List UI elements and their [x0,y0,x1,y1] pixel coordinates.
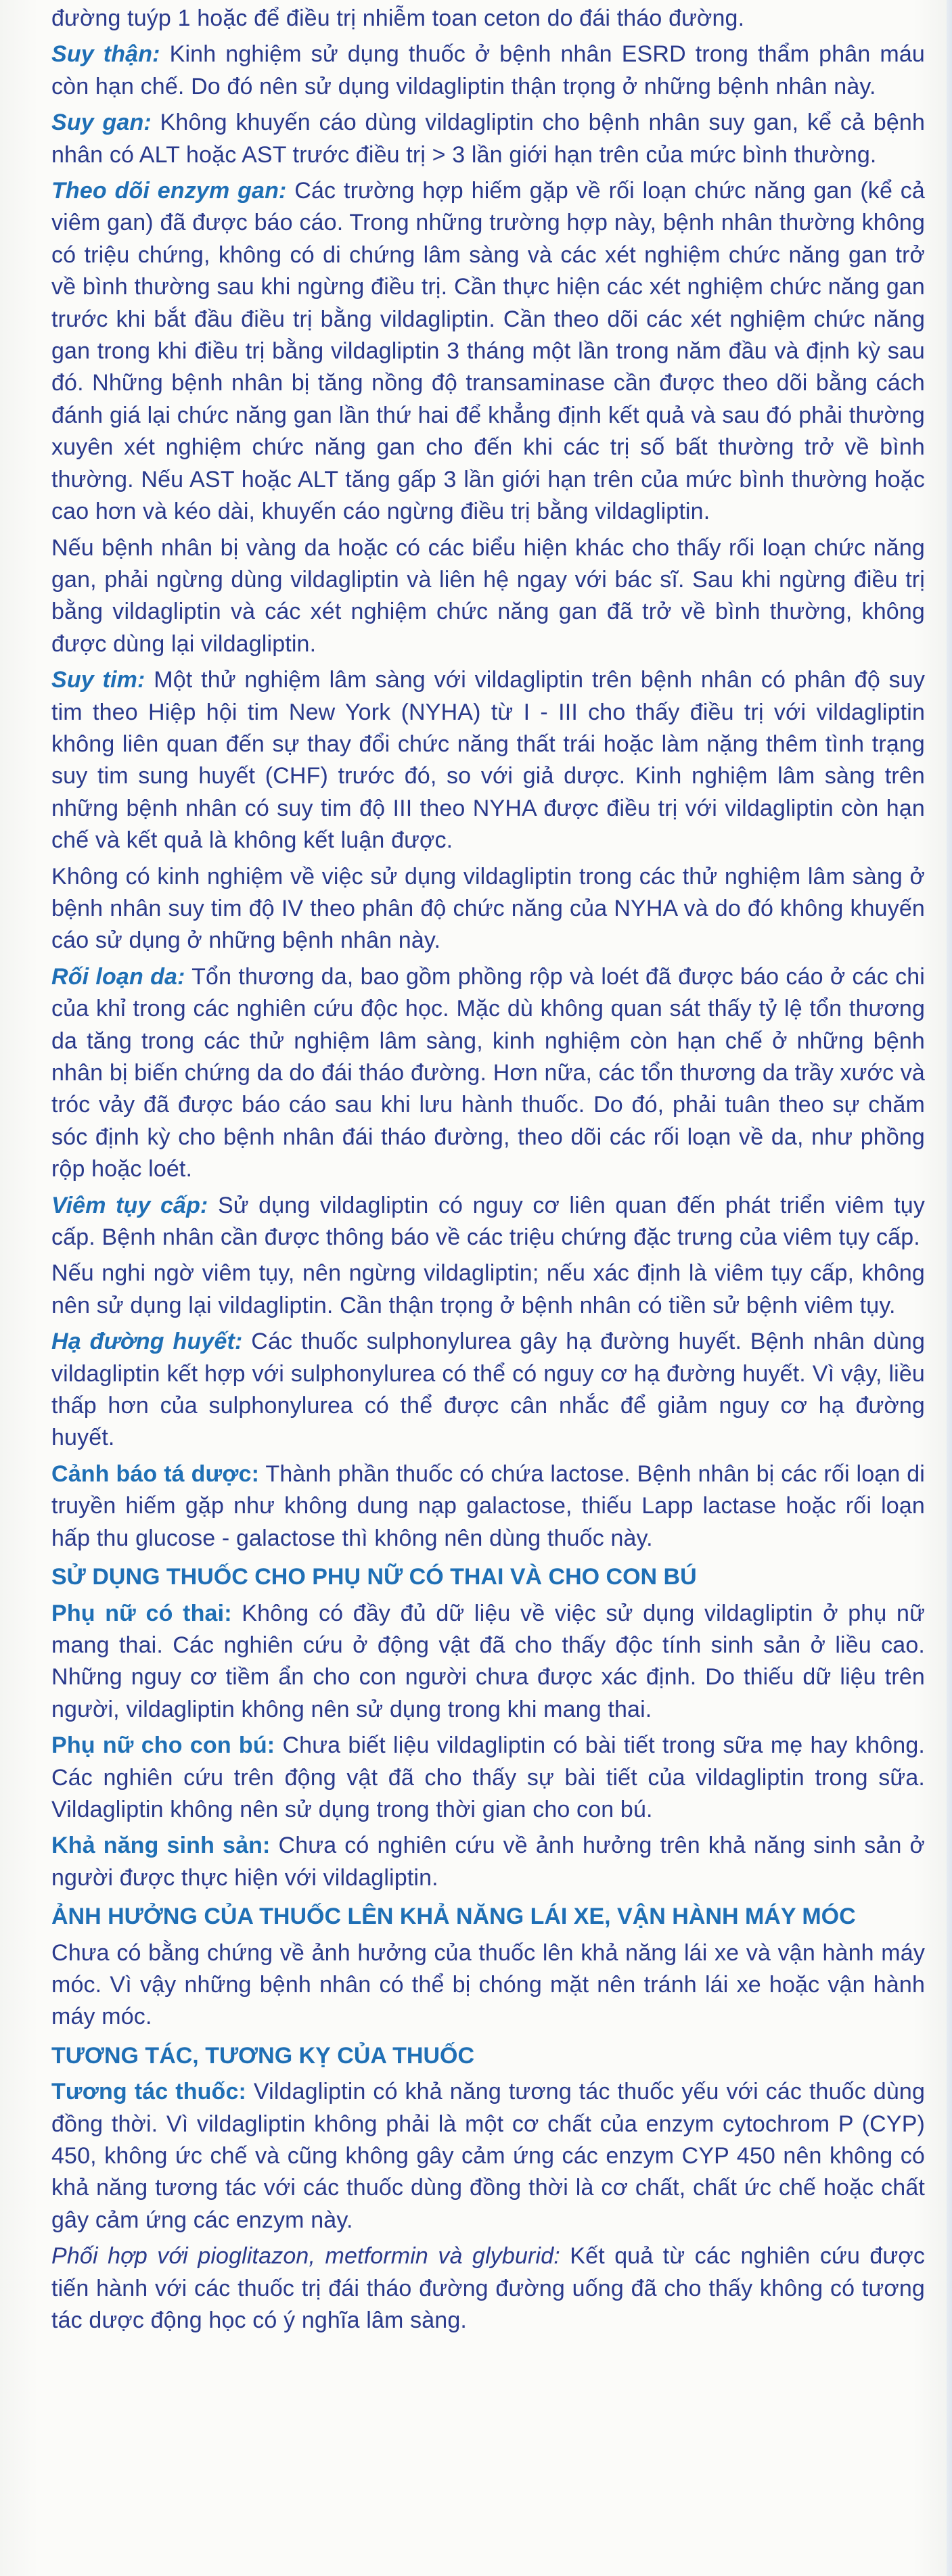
paragraph-heart-failure: Suy tim: Một thử nghiệm lâm sàng với vildagliptin trên bệnh nhân có phân độ suy tim theo Hiệp hội tim New York (NYHA) từ I - III cho thấy điều trị với vildagliptin không liên quan đến sự thay đổi chức năng thất trái hoặc làm nặng thêm tình trạng suy tim sung huyết (CHF) trước đó, so với giả dược. Kinh nghiệm lâm sàng trên những bệnh nhân có suy tim độ III theo NYHA được điều trị với vildagliptin còn hạn chế và kết quả là không kết luận được. [51,667,926,854]
paragraph-hypoglycemia: Hạ đường huyết: Các thuốc sulphonylurea gây hạ đường huyết. Bệnh nhân dùng vildagliptin kết hợp với sulphonylurea có thể có nguy cơ hạ đường huyết. Vì vậy, liều thấp hơn của sulphonylurea có thể được cân nhắc để giảm nguy cơ hạ đường huyết. [51,1329,925,1451]
heading-pregnancy-lactation: SỬ DỤNG THUỐC CHO PHỤ NỮ CÓ THAI VÀ CHO CON BÚ [51,1564,697,1590]
label-acute-pancreatitis: Viêm tụy cấp: [51,1192,208,1218]
paragraph-acute-pancreatitis: Viêm tụy cấp: Sử dụng vildagliptin có nguy cơ liên quan đến phát triển viêm tụy cấp. Bệnh nhân cần được thông báo về các triệu chứng đặc trưng của viêm tụy cấp. [51,1192,925,1251]
label-heart-failure: Suy tim: [51,667,145,693]
paragraph-contraindication-tail: đường tuýp 1 hoặc để điều trị nhiễm toan ceton do đái tháo đường. [51,5,745,31]
paragraph-kidney-failure: Suy thận: Kinh nghiệm sử dụng thuốc ở bệnh nhân ESRD trong thẩm phân máu còn hạn chế. Do đó nên sử dụng vildagliptin thận trọng ở những bệnh nhân này. [51,41,925,99]
label-combination: Phối hợp với pioglitazon, metformin và glyburid: [51,2243,560,2270]
paragraph-combination: Phối hợp với pioglitazon, metformin và glyburid: Kết quả từ các nghiên cứu được tiến hành với các thuốc trị đái tháo đường đường uống đã cho thấy không có tương tác dược động học có ý nghĩa lâm sàng. [51,2243,925,2334]
label-skin-disorders: Rối loạn da: [51,963,185,990]
label-kidney-failure: Suy thận: [51,41,160,68]
paragraph-excipient-warning: Cảnh báo tá dược: Thành phần thuốc có chứa lactose. Bệnh nhân bị các rối loạn di truyền hiếm gặp như không dung nạp galactose, thiếu Lapp lactase hoặc rối loạn hấp thu glucose - galactose thì không nên dùng thuốc này. [51,1460,926,1551]
paragraph-drug-interactions: Tương tác thuốc: Vildagliptin có khả năng tương tác thuốc yếu với các thuốc dùng đồng thời. Vì vildagliptin không phải là một cơ chất của enzym cytochrom P (CYP) 450, không ức chế và cũng không gây cảm ứng các enzym CYP 450 nên không có khả năng tương tác với các thuốc dùng đồng thời là cơ chất, chất ức chế hoặc chất gây cảm ứng các enzym này. [51,2079,925,2233]
label-fertility: Khả năng sinh sản: [51,1833,271,1859]
paragraph-liver-enzyme-monitoring: Theo dõi enzym gan: Các trường hợp hiếm gặp về rối loạn chức năng gan (kể cả viêm gan) đã được báo cáo. Trong những trường hợp này, bệnh nhân thường không có triệu chứng, không có di chứng lâm sàng và các xét nghiệm chức năng gan trở về bình thường sau khi ngừng điều trị. Cần thực hiện các xét nghiệm chức năng gan trước khi bắt đầu điều trị bằng vildagliptin. Cần theo dõi các xét nghiệm chức năng gan trong khi điều trị bằng vildagliptin 3 tháng một lần trong năm đầu và định kỳ sau đó. Những bệnh nhân bị tăng nồng độ transaminase cần được theo dõi bằng cách đánh giá lại chức năng gan lần thứ hai để khẳng định kết quả và sau đó phải thường xuyên xét nghiệm chức năng gan cho đến khi các trị số bất thường trở về bình thường. Nếu AST hoặc ALT tăng gấp 3 lần giới hạn trên của mức bình thường hoặc cao hơn và kéo dài, khuyến cáo ngừng điều trị bằng vildagliptin. [51,178,925,525]
label-liver-failure: Suy gan: [51,110,152,136]
paragraph-fertility: Khả năng sinh sản: Chưa có nghiên cứu về ảnh hưởng trên khả năng sinh sản ở người được thực hiện với vildagliptin. [51,1833,925,1891]
paragraph-pancreatitis-suspected: Nếu nghi ngờ viêm tụy, nên ngừng vildagliptin; nếu xác định là viêm tụy cấp, không nên sử dụng lại vildagliptin. Cần thận trọng ở bệnh nhân có tiền sử bệnh viêm tụy. [51,1260,925,1318]
paragraph-skin-disorders: Rối loạn da: Tổn thương da, bao gồm phồng rộp và loét đã được báo cáo ở các chi của khỉ trong các nghiên cứu độc học. Mặc dù không quan sát thấy tỷ lệ tổn thương da tăng trong các thử nghiệm lâm sàng, kinh nghiệm còn hạn chế ở những bệnh nhân bị biến chứng da do đái tháo đường. Hơn nữa, các tổn thương da trầy xước và tróc vảy đã được báo cáo sau khi lưu hành thuốc. Do đó, phải tuân theo sự chăm sóc định kỳ cho bệnh nhân đái tháo đường, theo dõi các rối loạn về da, như phồng rộp hoặc loét. [51,963,925,1182]
label-hypoglycemia: Hạ đường huyết: [51,1329,243,1355]
paragraph-liver-failure: Suy gan: Không khuyến cáo dùng vildagliptin cho bệnh nhân suy gan, kể cả bệnh nhân có ALT hoặc AST trước điều trị > 3 lần giới hạn trên của mức bình thường. [51,110,925,168]
paragraph-heart-failure-nyha-iv: Không có kinh nghiệm về việc sử dụng vildagliptin trong các thử nghiệm lâm sàng ở bệnh nhân suy tim độ IV theo phân độ chức năng của NYHA và do đó không khuyến cáo sử dụng ở những bệnh nhân này. [51,863,925,954]
label-liver-enzyme-monitoring: Theo dõi enzym gan: [51,178,287,204]
label-breastfeeding: Phụ nữ cho con bú: [51,1732,275,1759]
heading-interactions: TƯƠNG TÁC, TƯƠNG KỴ CỦA THUỐC [51,2042,475,2069]
paragraph-breastfeeding: Phụ nữ cho con bú: Chưa biết liệu vildagliptin có bài tiết trong sữa mẹ hay không. Các nghiên cứu trên động vật đã cho thấy sự bài tiết của vildagliptin trong sữa. Vildagliptin không nên sử dụng trong thời gian cho con bú. [51,1732,925,1822]
label-drug-interactions: Tương tác thuốc: [51,2079,246,2105]
paragraph-pregnancy: Phụ nữ có thai: Không có đầy đủ dữ liệu về việc sử dụng vildagliptin ở phụ nữ mang thai. Các nghiên cứu ở động vật đã cho thấy độc tính sinh sản ở liều cao. Những nguy cơ tiềm ẩn cho con người chưa được xác định. Do thiếu dữ liệu trên người, vildagliptin không nên sử dụng trong khi mang thai. [51,1600,926,1722]
label-excipient-warning: Cảnh báo tá dược: [51,1460,260,1487]
paragraph-driving: Chưa có bằng chứng về ảnh hưởng của thuốc lên khả năng lái xe và vận hành máy móc. Vì vậy những bệnh nhân có thể bị chóng mặt nên tránh lái xe hoặc vận hành máy móc. [51,1939,925,2030]
page-edge [947,0,952,2576]
label-pregnancy: Phụ nữ có thai: [51,1600,232,1626]
paragraph-jaundice: Nếu bệnh nhân bị vàng da hoặc có các biểu hiện khác cho thấy rối loạn chức năng gan, phải ngừng dùng vildagliptin và liên hệ ngay với bác sĩ. Sau khi ngừng điều trị bằng vildagliptin và các xét nghiệm chức năng gan đã trở về bình thường, không được dùng lại vildagliptin. [51,534,925,657]
heading-driving: ẢNH HƯỞNG CỦA THUỐC LÊN KHẢ NĂNG LÁI XE, VẬN HÀNH MÁY MÓC [51,1904,856,1930]
